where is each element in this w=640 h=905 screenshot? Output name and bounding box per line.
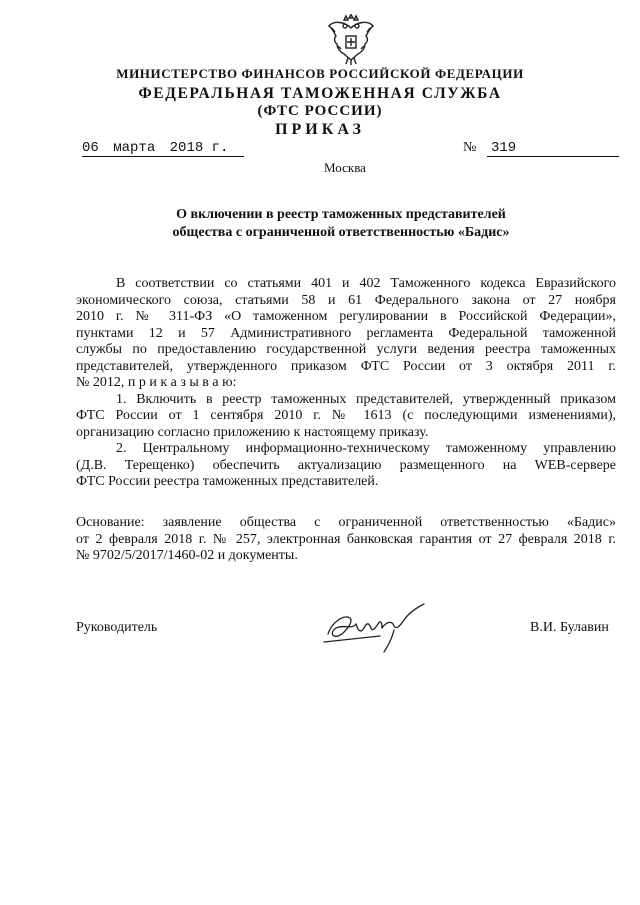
text-line: службы по предоставлению государственной услуги ведения реестра таможенных: [76, 342, 616, 357]
handwritten-signature: [322, 600, 432, 654]
text-line: 1. Включить в реестр таможенных представителей, утвержденный приказом: [116, 391, 616, 407]
basis-paragraph: [76, 515, 616, 565]
text-line: 2010 г. № 311-ФЗ «О таможенном регулировании в Российской Федерации»,: [76, 309, 616, 324]
text-line: № 2012, п р и к а з ы в а ю:: [76, 375, 237, 390]
order-date: [82, 140, 244, 157]
order-number-label: №: [463, 140, 477, 155]
order-day: 06: [82, 140, 99, 156]
text-line: 2. Центральному информационно-техническому таможенному управлению: [116, 441, 616, 456]
signatory-position: Руководитель: [76, 620, 158, 635]
order-month: марта: [113, 140, 156, 156]
text-line: (Д.В. Терещенко) обеспечить актуализацию размещенного на WEB-сервере: [76, 457, 616, 473]
text-line: пунктами 12 и 57 Административного регламента Федеральной таможенной: [76, 325, 616, 341]
text-line: от 2 февраля 2018 г. № 257, электронная банковская гарантия от 27 февраля 2018 г.: [76, 531, 616, 547]
text-line: № 9702/5/2017/1460-02 и документы.: [76, 548, 298, 563]
preamble-paragraph: [76, 276, 616, 491]
text-line: экономического союза, статьями 58 и 61 Федерального закона от 27 ноября: [76, 292, 616, 308]
title-line: О включении в реестр таможенных представителей: [176, 207, 506, 222]
order-city: Москва: [324, 160, 366, 175]
text-line: ФТС России реестра таможенных представителей.: [76, 474, 379, 489]
text-line: Основание: заявление общества с ограниченной ответственностью «Бадис»: [76, 515, 616, 530]
service-short-name: (ФТС РОССИИ): [257, 103, 383, 119]
document-type: ПРИКАЗ: [275, 121, 365, 138]
ministry-name: МИНИСТЕРСТВО ФИНАНСОВ РОССИЙСКОЙ ФЕДЕРАЦИИ: [116, 66, 524, 81]
text-line: В соответствии со статьями 401 и 402 Таможенного кодекса Евразийского: [116, 276, 616, 291]
signatory-name: В.И. Булавин: [530, 620, 609, 635]
order-title: [0, 206, 640, 242]
text-line: ФТС России от 1 сентября 2010 г. № 1613 (с последующими изменениями),: [76, 408, 616, 423]
order-year: 2018 г.: [169, 140, 229, 156]
text-line: представителей, утвержденного приказом ФТС России от 3 октября 2011 г.: [76, 358, 616, 374]
title-line: общества с ограниченной ответственностью «Бадис»: [172, 225, 510, 240]
text-line: организацию согласно приложению к настоящему приказу.: [76, 424, 429, 440]
service-name: ФЕДЕРАЛЬНАЯ ТАМОЖЕННАЯ СЛУЖБА: [138, 85, 502, 102]
order-number: 319: [487, 140, 619, 157]
coat-of-arms-icon: [326, 14, 376, 66]
